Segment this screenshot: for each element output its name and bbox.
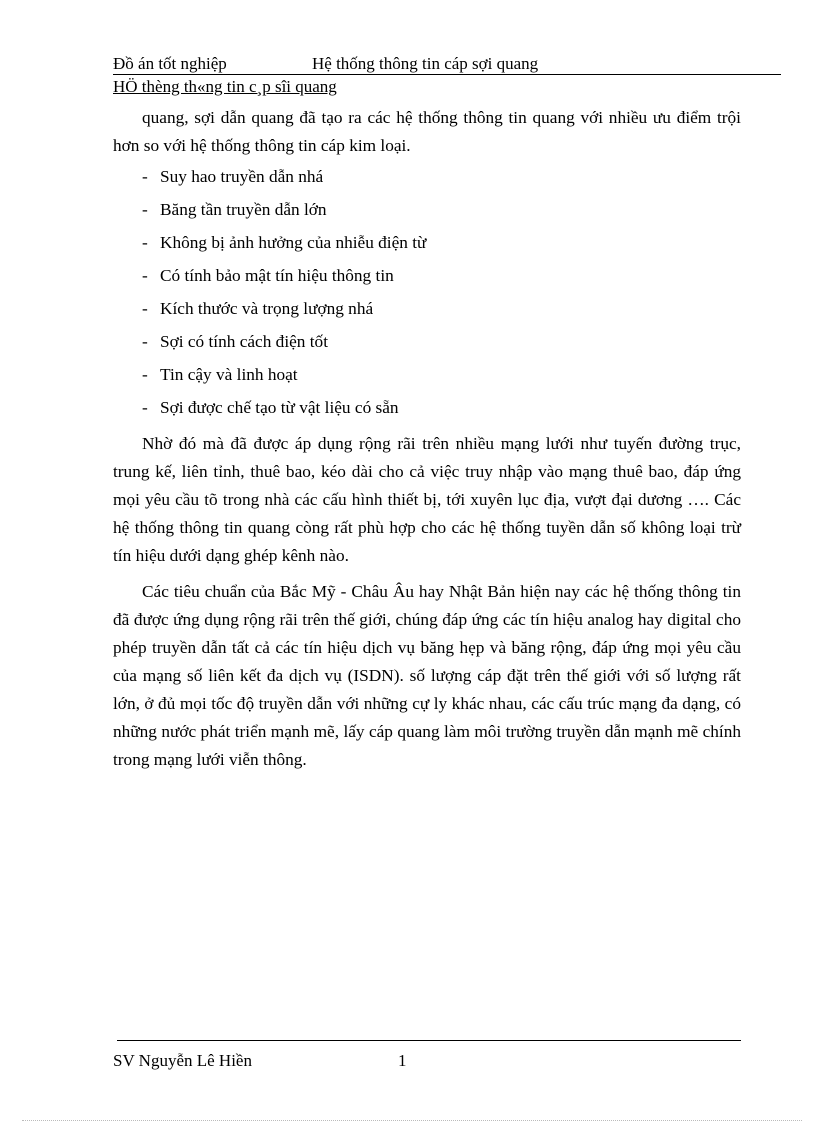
running-header: [113, 54, 781, 75]
header-doc-type: Đồ án tốt nghiệp: [113, 54, 227, 73]
list-item-text: Không bị ảnh hưởng của nhiễu điện từ: [160, 233, 427, 252]
standards-paragraph: Các tiêu chuẩn của Bắc Mỹ - Châu Âu hay Nhật Bản hiện nay các hệ thống thông tin đã được ứng dụng rộng rãi trên thế giới, chúng đáp ứng các tín hiệu analog hay digital cho phép truyền dẫn tất cả các tín hiệu dịch vụ băng hẹp và băng rộng, đáp ứng mọi yêu cầu của mạng số liên kết đa dịch vụ (ISDN). số lượng cáp đặt trên thế giới với số lượng rất lớn, ở đủ mọi tốc độ truyền dẫn với những cự ly khác nhau, các cấu trúc mạng đa dạng, có những nước phát triển mạnh mẽ, lấy cáp quang làm môi trường truyền dẫn mạnh mẽ chính trong mạng lưới viễn thông.: [113, 582, 741, 769]
page-footer: [113, 1050, 407, 1072]
list-item-text: Có tính bảo mật tín hiệu thông tin: [160, 266, 394, 285]
page-bottom-edge: [22, 1120, 802, 1121]
bullet-marker: -: [142, 167, 148, 186]
bullet-marker: -: [142, 266, 148, 285]
bullet-marker: -: [142, 365, 148, 384]
applications-paragraph: Nhờ đó mà đã được áp dụng rộng rãi trên nhiều mạng lưới như tuyến đường trục, trung kế, liên tỉnh, thuê bao, kéo dài cho cả việc truy nhập vào mạng thuê bao, đáp ứng mọi yêu cầu tõ trong nhà các cấu hình thiết bị, tới xuyên lục địa, vượt đại dương …. Các hệ thống thông tin quang còng rất phù hợp cho các hệ thống tuyền dẫn số không loại trừ tín hiệu dưới dạng ghép kênh nào.: [113, 434, 741, 565]
list-item: [113, 328, 741, 361]
advantages-list: [113, 163, 741, 427]
header-garbled-title: HÖ thèng th«ng tin c¸p sîi quang: [113, 77, 337, 96]
list-item: [113, 262, 741, 295]
list-item-text: Tin cậy và linh hoạt: [160, 365, 298, 384]
bullet-marker: -: [142, 200, 148, 219]
list-item-text: Sợi có tính cách điện tốt: [160, 332, 328, 351]
footer-author: SV Nguyễn Lê Hiền: [113, 1051, 252, 1070]
list-item-text: Kích thước và trọng lượng nhá: [160, 299, 374, 318]
body-text: [113, 104, 741, 774]
page-number: 1: [398, 1051, 407, 1070]
list-item-text: Băng tần truyền dẫn lớn: [160, 200, 327, 219]
bullet-marker: -: [142, 332, 148, 351]
list-item: [113, 229, 741, 262]
list-item: [113, 163, 741, 196]
footer-divider: [117, 1040, 741, 1041]
bullet-marker: -: [142, 233, 148, 252]
list-item: [113, 295, 741, 328]
bullet-marker: -: [142, 398, 148, 417]
list-item: [113, 196, 741, 229]
header-doc-title: Hệ thống thông tin cáp sợi quang: [312, 54, 539, 73]
list-item: [113, 394, 741, 427]
list-item-text: Sợi được chế tạo từ vật liệu có sẵn: [160, 398, 399, 417]
list-item: [113, 361, 741, 394]
list-item-text: Suy hao truyền dẫn nhá: [160, 167, 324, 186]
bullet-marker: -: [142, 299, 148, 318]
intro-paragraph: quang, sợi dẫn quang đã tạo ra các hệ thống thông tin quang với nhiều ưu điểm trội hơn so với hệ thống thông tin cáp kim loại.: [113, 108, 741, 155]
